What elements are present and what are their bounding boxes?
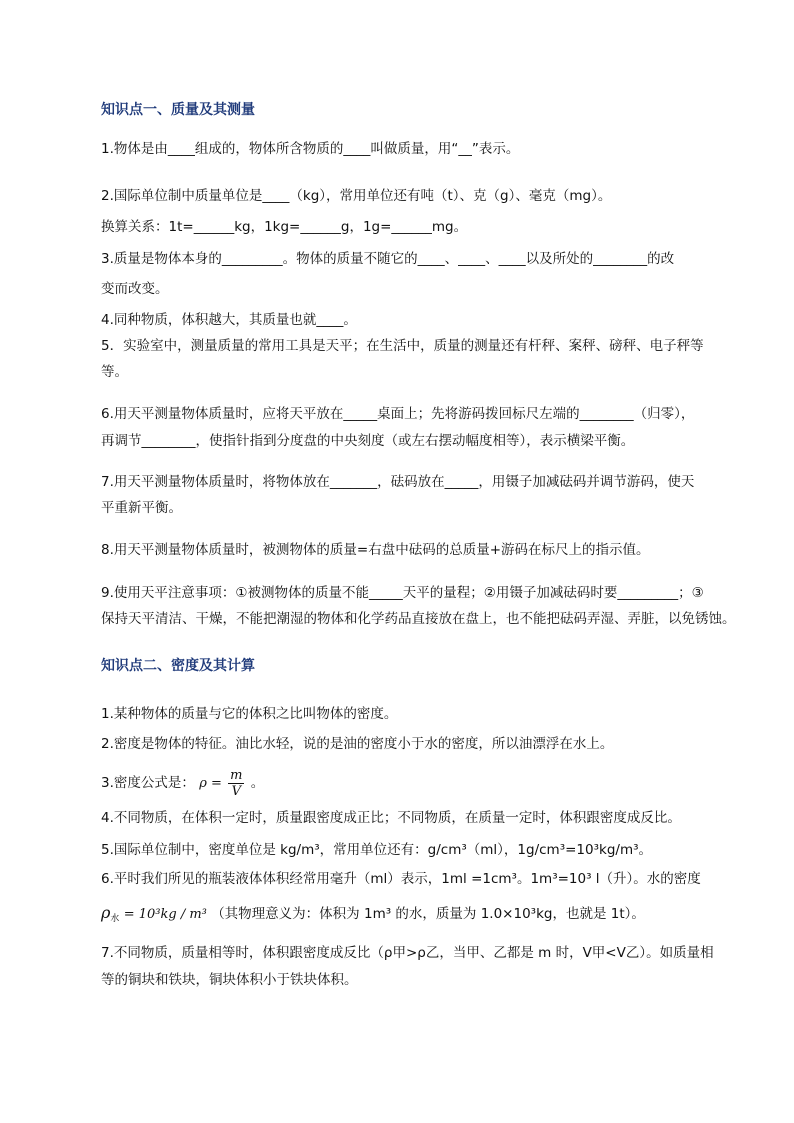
- density-item-5: 5.国际单位制中，密度单位是 kg/m³，常用单位还有：g/cm³（ml），1g/cm³=10³kg/m³。: [101, 842, 653, 858]
- density-item-7-line-2: 等的铜块和铁块，铜块体积小于铁块体积。: [101, 972, 358, 988]
- density-item-2: 2.密度是物体的特征。油比水轻，说的是油的密度小于水的密度，所以油漂浮在水上。: [101, 736, 614, 752]
- section-heading-density: 知识点二、密度及其计算: [101, 658, 255, 674]
- water-density-symbol: ρ: [101, 903, 111, 922]
- mass-item-7-line-2: 平重新平衡。: [101, 500, 182, 516]
- water-density-subscript: 水: [110, 914, 120, 924]
- water-density-formula: = 10³kg / m³: [123, 907, 207, 922]
- mass-item-9-line-2: 保持天平清洁、干燥，不能把潮湿的物体和化学药品直接放在盘上，也不能把砝码弄湿、弄脏，以免锈蚀。: [101, 611, 736, 627]
- mass-item-3-line-2: 变而改变。: [101, 281, 169, 297]
- mass-item-9-line-1: 9.使用天平注意事项：①被测物体的质量不能_____天平的量程；②用镊子加减砝码时要_________；③: [101, 585, 704, 601]
- density-formula-prefix: 3.密度公式是：: [101, 775, 195, 791]
- mass-item-2: 2.国际单位制中质量单位是____（kg），常用单位还有吨（t）、克（g）、毫克（mg）。: [101, 188, 612, 204]
- mass-item-3-line-1: 3.质量是物体本身的_________。物体的质量不随它的____、____、____以及所处的________的改: [101, 251, 675, 267]
- density-item-4: 4.不同物质，在体积一定时，质量跟密度成正比；不同物质，在质量一定时，体积跟密度成反比。: [101, 810, 681, 826]
- density-item-7-line-1: 7.不同物质，质量相等时，体积跟密度成反比（ρ甲>ρ乙，当甲、乙都是 m 时，V甲<V乙）。如质量相: [101, 945, 714, 961]
- mass-item-5-line-1: 5．实验室中，测量质量的常用工具是天平；在生活中，质量的测量还有杆秤、案秤、磅秤、电子秤等: [101, 338, 704, 354]
- mass-item-6-line-2: 再调节________，使指针指到分度盘的中央刻度（或左右摆动幅度相等），表示横梁平衡。: [101, 433, 635, 449]
- mass-item-4: 4.同种物质，体积越大，其质量也就____。: [101, 312, 357, 328]
- mass-item-8: 8.用天平测量物体质量时，被测物体的质量=右盘中砝码的总质量+游码在标尺上的指示值。: [101, 542, 650, 558]
- density-item-1: 1.某种物体的质量与它的体积之比叫物体的密度。: [101, 706, 398, 722]
- mass-conversion: 换算关系：1t=______kg，1kg=______g，1g=______mg。: [101, 219, 468, 235]
- density-formula-lhs: ρ =: [199, 776, 222, 791]
- mass-item-1: 1.物体是由____组成的，物体所含物质的____叫做质量，用“__”表示。: [101, 141, 520, 157]
- density-item-6-line-2: [101, 903, 734, 929]
- density-formula-suffix: 。: [250, 775, 265, 791]
- density-item-3: [101, 766, 734, 801]
- density-formula-denominator: V: [231, 783, 242, 799]
- mass-item-5-line-2: 等。: [101, 364, 128, 380]
- density-formula-numerator: m: [230, 767, 243, 783]
- section-heading-mass: 知识点一、质量及其测量: [101, 102, 255, 118]
- water-density-meaning: （其物理意义为：体积为 1m³ 的水，质量为 1.0×10³kg，也就是 1t）。: [211, 906, 645, 922]
- density-item-6-line-1: 6.平时我们所见的瓶装液体体积经常用毫升（ml）表示，1ml =1cm³。1m³=10³ l（升）。水的密度: [101, 871, 701, 887]
- density-formula-fraction: [228, 768, 244, 799]
- mass-item-7-line-1: 7.用天平测量物体质量时，将物体放在_______，砝码放在_____，用镊子加减砝码并调节游码，使天: [101, 474, 695, 490]
- mass-item-6-line-1: 6.用天平测量物体质量时，应将天平放在_____桌面上；先将游码拨回标尺左端的________（归零），: [101, 406, 695, 422]
